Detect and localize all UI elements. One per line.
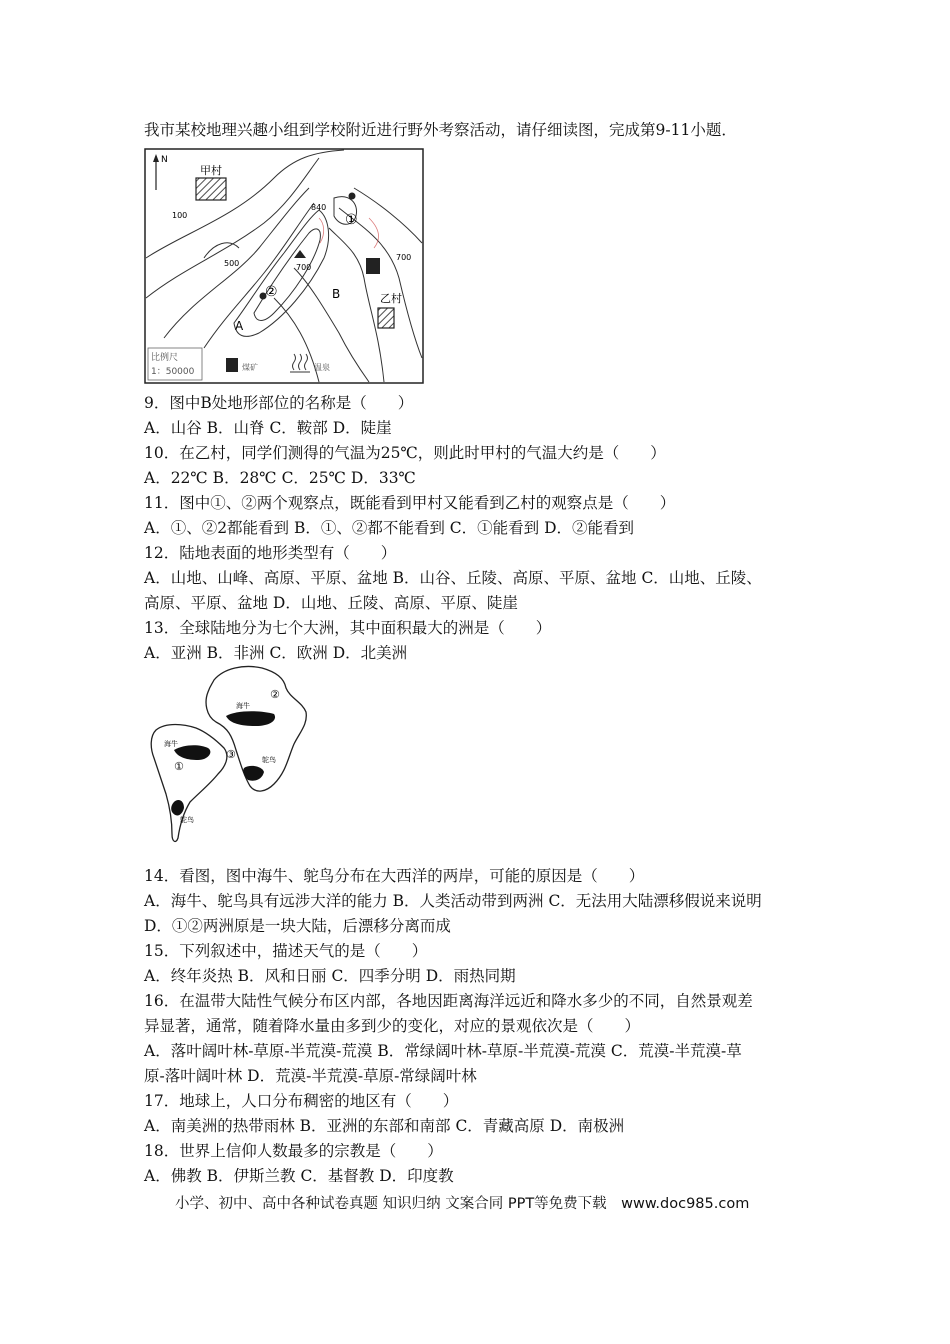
legend-coal-icon	[226, 358, 238, 372]
svg-text:840: 840	[311, 203, 327, 212]
intro-text: 我市某校地理兴趣小组到学校附近进行野外考察活动，请仔细读图，完成第9-11小题．	[144, 121, 737, 139]
q18-options: A．佛教 B．伊斯兰教 C．基督教 D．印度教	[144, 1167, 454, 1185]
observation-point-1-dot	[349, 193, 356, 200]
svg-text:A: A	[235, 319, 244, 333]
q17: 17．地球上，人口分布稠密的地区有（ ）	[144, 1092, 459, 1110]
svg-text:700: 700	[396, 253, 412, 262]
village-yi-marker	[378, 308, 394, 328]
q14-options-line1: A．海牛、鸵鸟具有远涉大洋的能力 B．人类活动带到两洲 C．无法用大陆漂移假说来说明	[144, 892, 762, 910]
svg-text:甲村: 甲村	[200, 164, 222, 177]
svg-text:B: B	[332, 287, 341, 301]
q11: 11．图中①、②两个观察点，既能看到甲村又能看到乙村的观察点是（ ）	[144, 494, 676, 512]
q14-options-line2: D．①②两洲原是一块大陆，后漂移分离而成	[144, 917, 451, 935]
svg-text:鸵鸟: 鸵鸟	[180, 816, 194, 824]
q9-options: A．山谷 B．山脊 C．鞍部 D．陡崖	[144, 419, 392, 437]
svg-text:比例尺: 比例尺	[151, 353, 179, 363]
svg-text:③: ③	[226, 748, 236, 761]
q11-options: A．①、②2都能看到 B．①、②都不能看到 C．①能看到 D．②能看到	[144, 519, 635, 537]
q9: 9．图中B处地形部位的名称是（ ）	[144, 394, 414, 412]
coal-mine-marker	[366, 258, 380, 274]
q10: 10．在乙村，同学们测得的气温为25℃，则此时甲村的气温大约是（ ）	[144, 444, 666, 462]
svg-text:②: ②	[265, 284, 278, 300]
svg-text:海牛: 海牛	[236, 702, 250, 710]
q12-options-line2: 高原、平原、盆地 D．山地、丘陵、高原、平原、陡崖	[144, 594, 518, 612]
svg-text:100: 100	[172, 211, 188, 220]
q16-options-line1: A．落叶阔叶林-草原-半荒漠-荒漠 B．常绿阔叶林-草原-半荒漠-荒漠 C．荒漠-半荒漠-草	[144, 1042, 742, 1060]
q17-options: A．南美洲的热带雨林 B．亚洲的东部和南部 C．青藏高原 D．南极洲	[144, 1117, 625, 1135]
page-footer: 小学、初中、高中各种试卷真题 知识归纳 文案合同 PPT等免费下载 www.doc985.com	[175, 1196, 750, 1212]
svg-text:乙村: 乙村	[380, 292, 402, 305]
q14: 14．看图，图中海牛、鸵鸟分布在大西洋的两岸，可能的原因是（ ）	[144, 867, 645, 885]
q16-options-line2: 原-落叶阔叶林 D．荒漠-半荒漠-草原-常绿阔叶林	[144, 1067, 477, 1085]
svg-text:①: ①	[174, 760, 184, 773]
q16-line1: 16．在温带大陆性气候分布区内部，各地因距离海洋远近和降水多少的不同，自然景观差	[144, 992, 753, 1010]
svg-text:①: ①	[345, 212, 358, 228]
q13-options: A．亚洲 B．非洲 C．欧洲 D．北美洲	[144, 644, 408, 662]
continent-map	[144, 662, 324, 846]
q12-options-line1: A．山地、山峰、高原、平原、盆地 B．山谷、丘陵、高原、平原、盆地 C．山地、丘陵、	[144, 569, 762, 587]
q10-options: A．22℃ B．28℃ C．25℃ D．33℃	[144, 469, 416, 487]
svg-text:500: 500	[224, 259, 240, 268]
q18: 18．世界上信仰人数最多的宗教是（ ）	[144, 1142, 443, 1160]
svg-text:温泉: 温泉	[314, 363, 330, 372]
svg-text:煤矿: 煤矿	[242, 363, 258, 372]
q15: 15．下列叙述中，描述天气的是（ ）	[144, 942, 428, 960]
q13: 13．全球陆地分为七个大洲，其中面积最大的洲是（ ）	[144, 619, 552, 637]
contour-map	[144, 148, 424, 384]
svg-text:海牛: 海牛	[164, 740, 178, 748]
svg-text:1：50000: 1：50000	[151, 367, 195, 377]
svg-text:700: 700	[296, 263, 312, 272]
village-jia-marker	[196, 178, 226, 200]
svg-text:N: N	[161, 155, 168, 165]
svg-text:②: ②	[270, 688, 280, 701]
q16-line2: 异显著，通常，随着降水量由多到少的变化，对应的景观依次是（ ）	[144, 1017, 641, 1035]
q12: 12．陆地表面的地形类型有（ ）	[144, 544, 397, 562]
svg-text:鸵鸟: 鸵鸟	[262, 756, 276, 764]
q15-options: A．终年炎热 B．风和日丽 C．四季分明 D．雨热同期	[144, 967, 516, 985]
